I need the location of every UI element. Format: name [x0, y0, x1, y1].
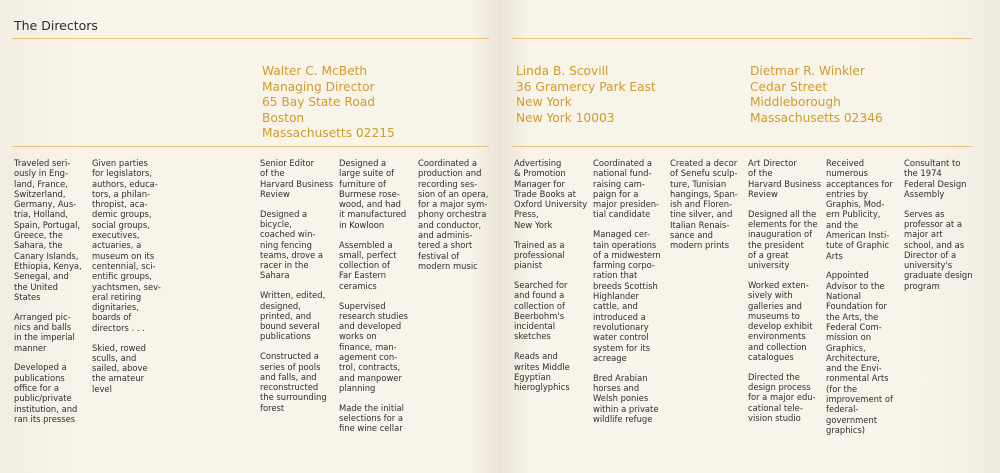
column-8	[670, 158, 738, 251]
page-title: The Directors	[14, 18, 98, 33]
column-7	[593, 158, 661, 424]
top-rule-left	[12, 38, 489, 39]
column-4-paragraph-2: Assembled a small, perfect collection of Far Eastern ceramics	[339, 239, 397, 291]
column-9-paragraph-1: Art Director of the Harvard Business Review	[748, 158, 822, 199]
column-5	[418, 158, 488, 271]
column-3-paragraph-2: Designed a bicycle, coached win- ning fencing teams, drove a racer in the Sahara	[260, 208, 324, 281]
column-4-paragraph-1: Designed a large suite of furniture of Burmese rose- wood, and had it manufactured in Kowloon	[339, 158, 407, 230]
mid-rule-left	[12, 146, 489, 147]
column-7-paragraph-2: Managed cer- tain operations of a midwestern farming corpo- ration that breeds Scottish Highlander cattle, and introduced a revolutionary water control system for its acreage	[593, 229, 661, 363]
column-6-paragraph-1: Advertising & Promotion Manager for Trade Books at Oxford University Press, New York	[514, 158, 588, 230]
top-rule-right	[512, 38, 972, 39]
column-2	[92, 158, 161, 394]
column-7-paragraph-1: Coordinated a national fund- raising cam- paign for a major presiden- tial candidate	[593, 158, 660, 220]
column-11	[904, 158, 973, 291]
column-8-paragraph-1: Created a decor of Senefu sculp- ture, Tunisian hangings, Span- ish and Floren- tine silver, and Italian Renais- sance and modern prints	[670, 158, 738, 251]
address-winkler: Dietmar R. Winkler Cedar Street Middleborough Massachusetts 02346	[750, 64, 883, 125]
address-mcbeth: Walter C. McBeth Managing Director 65 Bay State Road Boston Massachusetts 02215	[262, 64, 395, 141]
column-9-paragraph-3: Worked exten- sively with galleries and museums to develop exhibit environments and collection catalogues	[748, 279, 813, 363]
column-2-paragraph-2: Skied, rowed sculls, and sailed, above the amateur level	[92, 342, 148, 394]
column-1-paragraph-2: Arranged pic- nics and balls in the imperial manner	[14, 311, 75, 353]
column-9-paragraph-2: Designed all the elements for the inauguration of the president of a great university	[748, 208, 818, 271]
column-4-paragraph-4: Made the initial selections for a fine wine cellar	[339, 402, 404, 434]
column-6	[514, 158, 587, 392]
column-1-paragraph-3: Developed a publications office for a public/private institution, and ran its presses	[14, 362, 78, 424]
column-11-paragraph-1: Consultant to the 1974 Federal Design Assembly	[904, 158, 967, 199]
column-5-paragraph-1: Coordinated a production and recording ses- sion of an opera, for a major sym- phony orchestra and conductor, and adminis- tered a short festival of modern music	[418, 158, 489, 271]
column-7-paragraph-3: Bred Arabian horses and Welsh ponies within a private wildlife refuge	[593, 372, 659, 424]
address-scovill: Linda B. Scovill 36 Gramercy Park East New York New York 10003	[516, 64, 656, 125]
column-3	[260, 158, 333, 413]
column-3-paragraph-3: Written, edited, designed, printed, and bound several publications	[260, 290, 326, 342]
column-2-paragraph-1: Given parties for legislators, authors, educa- tors, a philan- thropist, aca- demic groups, social groups, executives, actuaries, a museum on its centennial, sci- entific groups, yachtsmen, sev- eral retiring dignitaries, boards of directors . . .	[92, 158, 161, 333]
column-4-paragraph-3: Supervised research studies and developed works on finance, man- agement con- trol, contracts, and manpower planning	[339, 300, 409, 393]
column-9	[748, 158, 821, 423]
column-1	[14, 158, 82, 424]
column-6-paragraph-2: Trained as a professional pianist	[514, 239, 565, 271]
column-6-paragraph-3: Searched for and found a collection of Beerbohm's incidental sketches	[514, 279, 568, 342]
column-10-paragraph-1: Received numerous acceptances for entries by Graphis, Mod- ern Publicity, and the American Insti- tute of Graphic Arts	[826, 158, 893, 261]
column-11-paragraph-2: Serves as professor at a major art school, and as Director of a university's graduate design program	[904, 208, 973, 291]
column-3-paragraph-4: Constructed a series of pools and falls, and reconstructed the surrounding forest	[260, 351, 327, 413]
column-9-paragraph-4: Directed the design process for a major edu- cational tele- vision studio	[748, 371, 816, 424]
column-6-paragraph-4: Reads and writes Middle Egyptian hieroglyphics	[514, 351, 570, 393]
column-10-paragraph-2: Appointed Advisor to the National Foundation for the Arts, the Federal Com- mission on Graphics, Architecture, and the Envi- ronmental Arts (for the improvement of federal- government graphics)	[826, 270, 893, 435]
column-4	[339, 158, 408, 434]
column-10	[826, 158, 893, 435]
column-1-paragraph-1: Traveled seri- ously in Eng- land, France, Switzerland, Germany, Aus- tria, Holland, Spain, Portugal, Greece, the Sahara, the Canary Islands, Ethiopia, Kenya, Senegal, and the United States	[14, 158, 82, 302]
mid-rule-right	[512, 146, 972, 147]
column-3-paragraph-1: Senior Editor of the Harvard Business Review	[260, 158, 334, 199]
